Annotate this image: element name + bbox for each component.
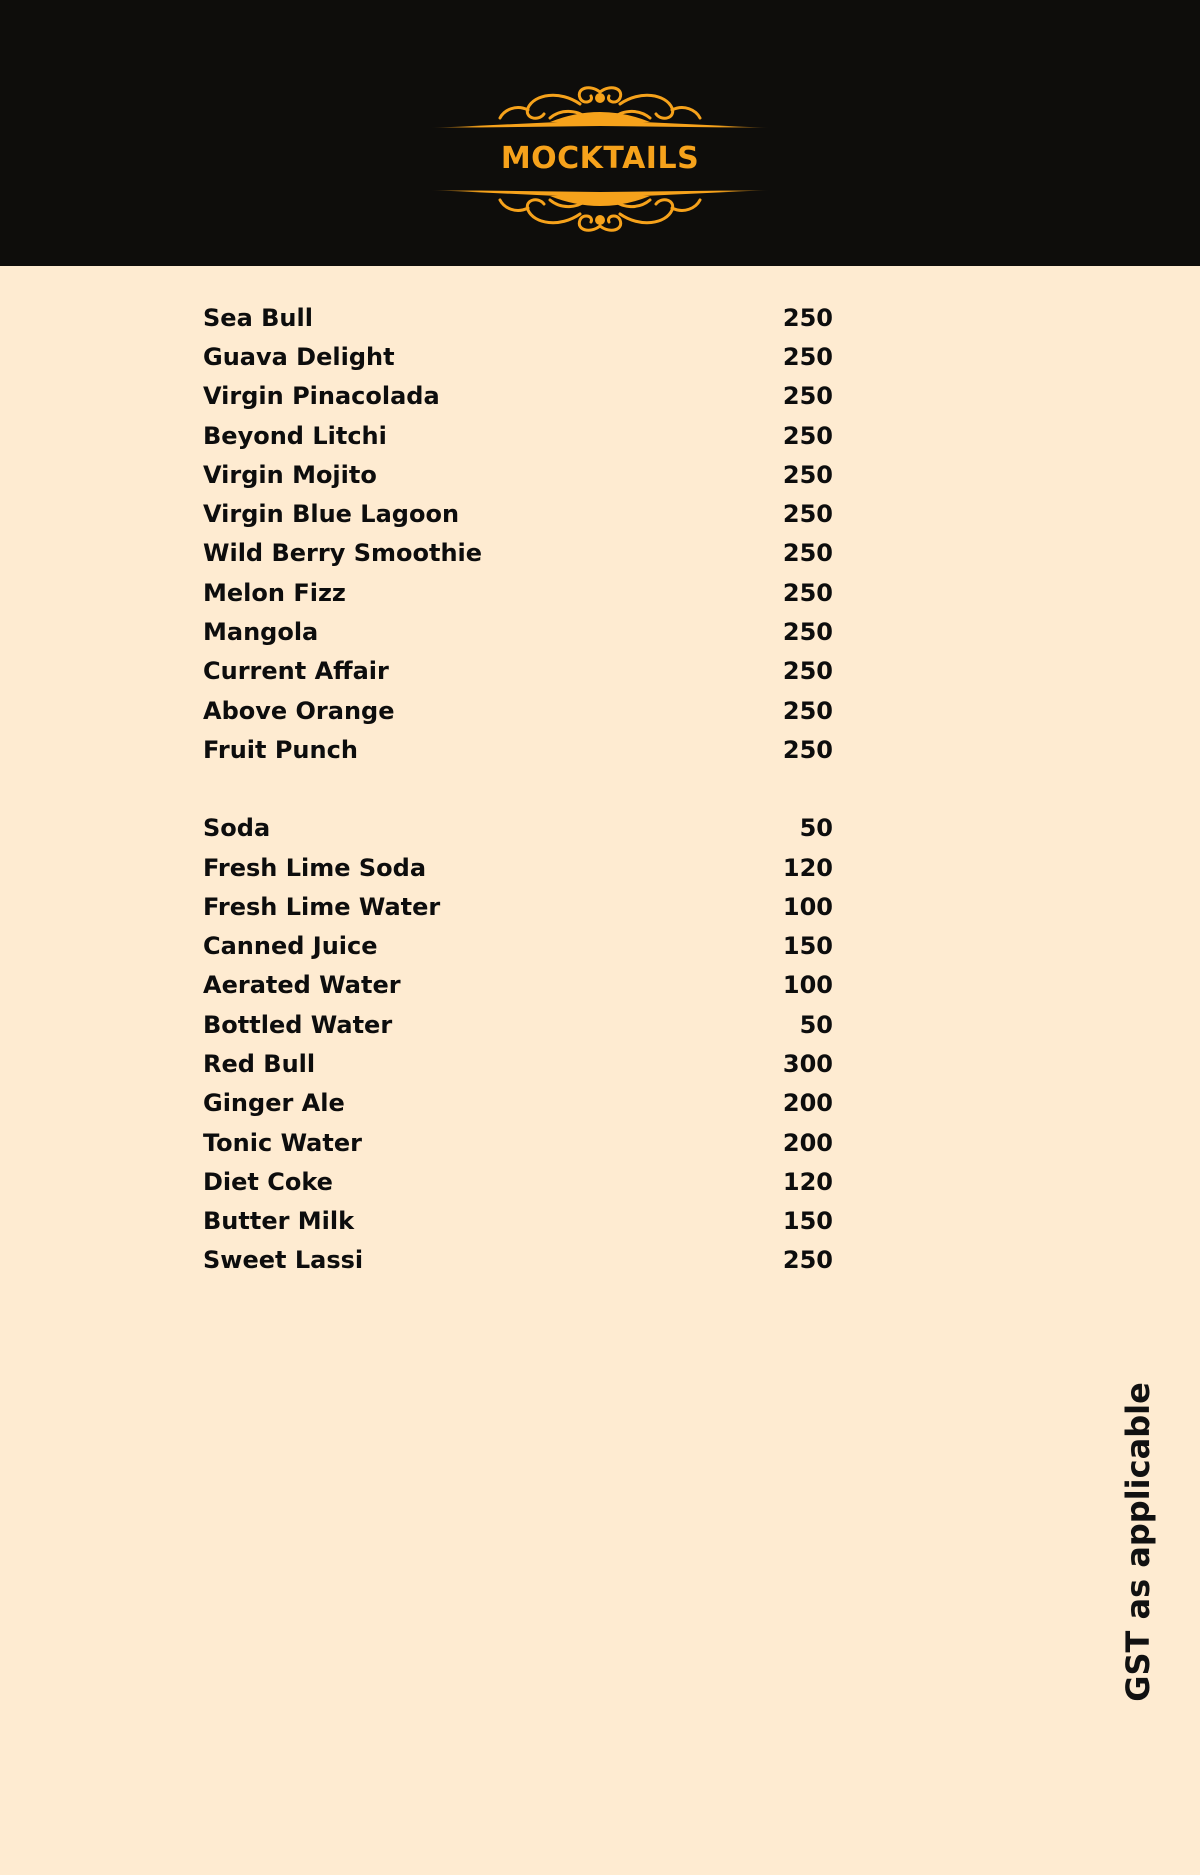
item-price: 300 <box>782 1049 833 1078</box>
menu-item <box>203 966 833 1005</box>
item-name: Beyond Litchi <box>203 421 387 450</box>
item-name: Virgin Mojito <box>203 460 377 489</box>
item-name: Fruit Punch <box>203 735 358 764</box>
menu-item <box>203 1005 833 1044</box>
menu-item <box>203 612 833 651</box>
menu-item <box>203 1202 833 1241</box>
item-name: Virgin Blue Lagoon <box>203 500 460 529</box>
menu-item <box>203 730 833 769</box>
item-name: Canned Juice <box>203 932 378 961</box>
menu-item <box>203 534 833 573</box>
item-price: 200 <box>782 1089 833 1118</box>
menu-group-beverages <box>203 809 833 1281</box>
menu-item <box>203 573 833 612</box>
item-price: 250 <box>782 421 833 450</box>
menu-item <box>203 926 833 965</box>
menu-item <box>203 691 833 730</box>
item-price: 250 <box>782 696 833 725</box>
item-name: Melon Fizz <box>203 578 346 607</box>
menu-item <box>203 455 833 494</box>
item-name: Above Orange <box>203 696 395 725</box>
item-name: Mangola <box>203 618 319 647</box>
item-price: 250 <box>782 460 833 489</box>
menu-item <box>203 652 833 691</box>
menu-item <box>203 1123 833 1162</box>
item-name: Guava Delight <box>203 342 395 371</box>
menu-item <box>203 337 833 376</box>
item-price: 150 <box>782 1207 833 1236</box>
item-price: 100 <box>782 892 833 921</box>
menu-item <box>203 887 833 926</box>
menu-item <box>203 1084 833 1123</box>
menu-item <box>203 494 833 533</box>
menu-list <box>203 298 833 1280</box>
item-price: 250 <box>782 735 833 764</box>
item-name: Fresh Lime Soda <box>203 853 427 882</box>
item-price: 100 <box>782 971 833 1000</box>
item-price: 200 <box>782 1128 833 1157</box>
menu-item <box>203 809 833 848</box>
item-name: Butter Milk <box>203 1207 355 1236</box>
menu-item <box>203 1162 833 1201</box>
menu-item <box>203 377 833 416</box>
item-price: 120 <box>782 853 833 882</box>
item-price: 250 <box>782 342 833 371</box>
item-price: 250 <box>782 657 833 686</box>
item-price: 250 <box>782 303 833 332</box>
item-name: Sea Bull <box>203 303 313 332</box>
menu-item <box>203 848 833 887</box>
page-title: MOCKTAILS <box>500 141 700 176</box>
item-name: Ginger Ale <box>203 1089 345 1118</box>
item-price: 250 <box>782 500 833 529</box>
menu-item <box>203 1241 833 1280</box>
menu-group-mocktails <box>203 298 833 770</box>
item-name: Sweet Lassi <box>203 1246 364 1275</box>
item-name: Bottled Water <box>203 1010 393 1039</box>
item-price: 250 <box>782 618 833 647</box>
item-price: 250 <box>782 578 833 607</box>
item-price: 50 <box>799 1010 833 1039</box>
item-name: Tonic Water <box>203 1128 362 1157</box>
item-name: Current Affair <box>203 657 389 686</box>
item-name: Soda <box>203 814 271 843</box>
item-price: 120 <box>782 1167 833 1196</box>
item-price: 250 <box>782 539 833 568</box>
item-price: 250 <box>782 382 833 411</box>
item-name: Fresh Lime Water <box>203 892 441 921</box>
item-price: 50 <box>799 814 833 843</box>
page-header <box>0 0 1200 266</box>
item-price: 250 <box>782 1246 833 1275</box>
item-name: Aerated Water <box>203 971 401 1000</box>
menu-item <box>203 1044 833 1083</box>
gst-note: GST as applicable <box>1119 1382 1157 1702</box>
item-price: 150 <box>782 932 833 961</box>
item-name: Red Bull <box>203 1049 316 1078</box>
item-name: Wild Berry Smoothie <box>203 539 483 568</box>
menu-item <box>203 298 833 337</box>
item-name: Diet Coke <box>203 1167 333 1196</box>
menu-item <box>203 416 833 455</box>
item-name: Virgin Pinacolada <box>203 382 440 411</box>
